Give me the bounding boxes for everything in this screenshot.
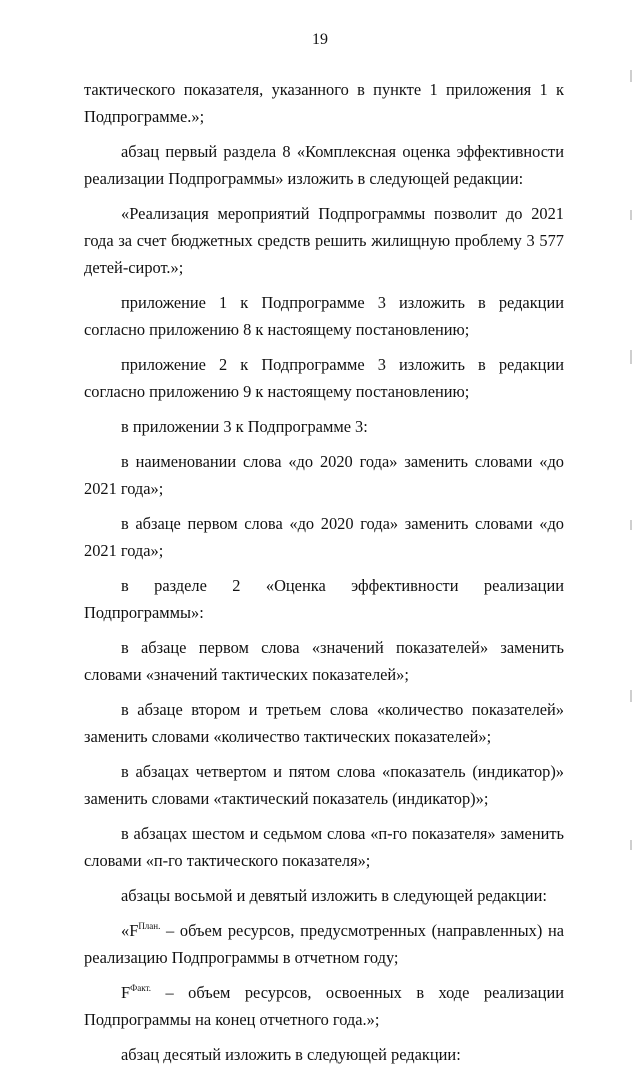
- scan-mark: [630, 210, 632, 220]
- paragraph: в абзаце первом слова «значений показателей» заменить словами «значений тактических показателей»;: [84, 638, 564, 684]
- page-number: 19: [312, 31, 328, 48]
- scan-mark: [630, 520, 632, 530]
- formula-fact-paragraph: [84, 979, 564, 1033]
- paragraph: абзац первый раздела 8 «Комплексная оценка эффективности реализации Подпрограммы» изложить в следующей редакции:: [84, 142, 564, 188]
- paragraph: приложение 1 к Подпрограмме 3 изложить в редакции согласно приложению 8 к настоящему постановлению;: [84, 293, 564, 339]
- paragraph-last: абзац десятый изложить в следующей редакции:: [121, 1045, 461, 1064]
- paragraph: в абзацах четвертом и пятом слова «показатель (индикатор)» заменить словами «тактический показатель (индикатор)»;: [84, 762, 564, 808]
- paragraph: «Реализация мероприятий Подпрограммы позволит до 2021 года за счет бюджетных средств решить жилищную проблему 3 577 детей-сирот.»;: [84, 204, 564, 277]
- paragraph: в абзаце втором и третьем слова «количество показателей» заменить словами «количество тактических показателей»;: [84, 700, 564, 746]
- paragraph: в абзацах шестом и седьмом слова «п-го показателя» заменить словами «п-го тактического показателя»;: [84, 824, 564, 870]
- formula-plan-text: – объем ресурсов, предусмотренных (направленных) на реализацию Подпрограммы в отчетном году;: [84, 921, 564, 967]
- formula-fact-symbol: F: [121, 983, 131, 1002]
- paragraph: приложение 2 к Подпрограмме 3 изложить в редакции согласно приложению 9 к настоящему постановлению;: [84, 355, 564, 401]
- paragraph: абзацы восьмой и девятый изложить в следующей редакции:: [121, 886, 547, 905]
- paragraph: в приложении 3 к Подпрограмме 3:: [121, 417, 368, 436]
- scan-mark: [630, 350, 632, 364]
- formula-fact-superscript: Факт.: [130, 983, 151, 993]
- scan-mark: [630, 690, 632, 702]
- paragraph: в наименовании слова «до 2020 года» заменить словами «до 2021 года»;: [84, 452, 564, 498]
- document-body: [84, 76, 564, 1076]
- formula-fact-text: – объем ресурсов, освоенных в ходе реализации Подпрограммы на конец отчетного года.»;: [84, 983, 564, 1029]
- scan-mark: [630, 70, 632, 82]
- formula-plan-symbol: «F: [121, 921, 139, 940]
- formula-plan-superscript: План.: [138, 921, 161, 931]
- scan-mark: [630, 840, 632, 850]
- paragraph: в разделе 2 «Оценка эффективности реализации Подпрограммы»:: [84, 576, 564, 622]
- formula-plan-paragraph: [84, 917, 564, 971]
- paragraph: тактического показателя, указанного в пункте 1 приложения 1 к Подпрограмме.»;: [84, 80, 564, 126]
- paragraph: в абзаце первом слова «до 2020 года» заменить словами «до 2021 года»;: [84, 514, 564, 560]
